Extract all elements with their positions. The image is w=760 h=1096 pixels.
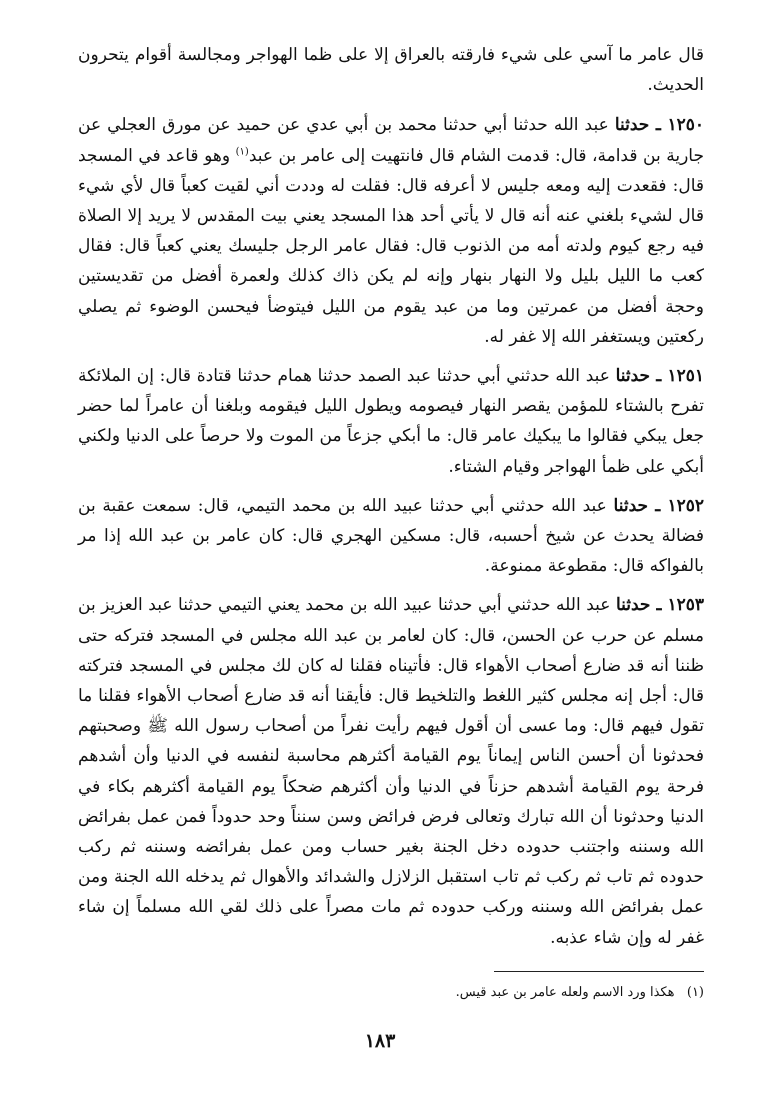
hadith-number: ١٢٥١ <box>667 366 704 387</box>
hadith-1253: ١٢٥٣ ـ حدثنا عبد الله حدثني أبي حدثنا عبيد الله بن محمد يعني التيمي حدثنا عبد العزيز بن مسلم عن حرب عن الحسن، قال: كان لعامر بن عبد الله مجلس في المسجد فتركه حتى ظننا أنه قد ضارع أصحاب الأهواء قال: فأتيناه فقلنا له كان لك مجلس في المسجد فتركته قال: أجل إنه مجلس كثير اللغط والتلخيط قال: فأيقنا أنه قد ضارع أصحاب الأهواء فقلنا ما تقول فيهم قال: وما عسى أن أقول فيهم رأيت نفراً من أصحاب رسول الله ﷺ وصحبتهم فحدثونا أن أحسن الناس إيماناً يوم القيامة أكثرهم محاسبة لنفسه في الدنيا وأن أشدهم فرحة يوم القيامة أشدهم حزناً في الدنيا وأن أكثرهم ضحكاً يوم القيامة أكثرهم بكاء في الدنيا وحدثونا أن الله تبارك وتعالى فرض فرائض وسن سنناً وحد حدوداً فمن عمل بفرائض الله وسننه واجتنب حدوده دخل الجنة بغير حساب ومن عمل بفرائضه وسننه ثم ركب حدوده ثم تاب ثم ركب ثم تاب استقبل الزلازل والشدائد والأهوال ثم يدخله الله الجنة ومن عمل بفرائض الله وسننه وركب حدوده ثم مات مصراً على ذلك لقي الله مسلماً إن شاء غفر له وإن شاء عذبه. <box>78 595 704 948</box>
hadith-head: حدثنا <box>613 495 649 516</box>
intro-paragraph <box>78 40 704 100</box>
hadith-1252: ١٢٥٢ ـ حدثنا عبد الله حدثني أبي حدثنا عبيد الله بن محمد التيمي، قال: سمعت عقبة بن فضالة يحدث عن شيخ أحسبه، قال: مسكين الهجري قال: كان عامر بن عبد الله إذا مر بالفواكه قال: مقطوعة ممنوعة. <box>78 495 704 577</box>
footnote-marker: (١) <box>686 985 704 1000</box>
hadith-head: حدثنا <box>615 366 651 387</box>
hadith-text: عبد الله حدثنا أبي حدثنا محمد بن أبي عدي عن حميد عن مورق العجلي عن جارية بن قدامة، قال: قدمت الشام قال فانتهيت إلى عامر بن عبد <box>78 115 704 166</box>
footnote <box>78 983 704 1003</box>
page-number: ١٨٣ <box>364 1030 396 1052</box>
page-body <box>78 40 704 962</box>
hadith-text: عبد الله حدثني أبي حدثنا عبيد الله بن محمد التيمي، قال: سمعت عقبة بن فضالة يحدث عن شيخ أحسبه، قال: مسكين الهجري قال: كان عامر بن عبد الله إذا مر بالفواكه قال: مقطوعة ممنوعة. <box>78 495 704 577</box>
hadith-1250: ١٢٥٠ ـ حدثنا عبد الله حدثنا أبي حدثنا محمد بن أبي عدي عن حميد عن مورق العجلي عن جارية بن قدامة، قال: قدمت الشام قال فانتهيت إلى عامر بن عبد$^{(١)}$ وهو قاعد في المسجد قال: فقعدت إليه ومعه جليس لا أعرفه قال: فقلت له وددت أني لقيت كعباً قال لأي شيء قال لشيء بلغني عنه أنه قال لا يأتي أحد هذا المسجد يعني بيت المقدس لا يريد إلا الصلاة فيه رجع كيوم ولدته أمه من الذنوب قال: فقال عامر الرجل جليسك يعني كعباً قال: فقال كعب ما الليل بليل ولا النهار بنهار وإنه لم يكن ذاك كذلك ولعمرة أفضل من تقديستين وحجة أفضل من عمرتين وما من عبد يقوم من الليل فيتوضأ فيحسن الوضوء ثم يصلي ركعتين ويستغفر الله إلا غفر له. <box>78 115 704 347</box>
hadith-text: عبد الله حدثني أبي حدثنا عبد الصمد حدثنا همام حدثنا قتادة قال: إن الملائكة تفرح بالشتاء للمؤمن يقصر النهار فيصومه ويطول الليل فيقومه وبلغنا أن عامراً لما حضر جعل يبكي فقالوا ما يبكيك عامر قال: ما أبكي جزعاً من الموت ولا حرصاً على الدنيا ولكني أبكي على ظمأ الهواجر وقيام الشتاء. <box>78 366 704 477</box>
hadith-number: ١٢٥٢ <box>667 495 704 516</box>
footnote-separator <box>494 971 704 972</box>
footnote-text: هكذا ورد الاسم ولعله عامر بن عبد قيس. <box>455 985 675 1000</box>
intro-text: قال عامر ما آسي على شيء فارقته بالعراق إلا على ظما الهواجر ومجالسة أقوام يتحرون الحديث. <box>78 45 704 96</box>
hadith-head: حدثنا <box>614 115 650 136</box>
hadith-text: عبد الله حدثني أبي حدثنا عبيد الله بن محمد يعني التيمي حدثنا عبد العزيز بن مسلم عن حرب عن الحسن، قال: كان لعامر بن عبد الله مجلس في المسجد فتركه حتى ظننا أنه قد ضارع أصحاب الأهواء قال: فأتيناه فقلنا له كان لك مجلس في المسجد فتركته قال: أجل إنه مجلس كثير اللغط والتلخيط قال: فأيقنا أنه قد ضارع أصحاب الأهواء فقلنا ما تقول فيهم قال: وما عسى أن أقول فيهم رأيت نفراً من أصحاب رسول الله ﷺ وصحبتهم فحدثونا أن أحسن الناس إيماناً يوم القيامة أكثرهم محاسبة لنفسه في الدنيا وأن أشدهم فرحة يوم القيامة أشدهم حزناً في الدنيا وأن أكثرهم ضحكاً يوم القيامة أكثرهم بكاء في الدنيا وحدثونا أن الله تبارك وتعالى فرض فرائض وسن سنناً وحد حدوداً فمن عمل بفرائض الله وسننه واجتنب حدوده دخل الجنة بغير حساب ومن عمل بفرائضه وسننه ثم ركب حدوده ثم تاب ثم ركب ثم تاب استقبل الزلازل والشدائد والأهوال ثم يدخله الله الجنة ومن عمل بفرائض الله وسننه وركب حدوده ثم مات مصراً على ذلك لقي الله مسلماً إن شاء غفر له وإن شاء عذبه. <box>78 595 704 948</box>
hadith-1251: ١٢٥١ ـ حدثنا عبد الله حدثني أبي حدثنا عبد الصمد حدثنا همام حدثنا قتادة قال: إن الملائكة تفرح بالشتاء للمؤمن يقصر النهار فيصومه ويطول الليل فيقومه وبلغنا أن عامراً لما حضر جعل يبكي فقالوا ما يبكيك عامر قال: ما أبكي جزعاً من الموت ولا حرصاً على الدنيا ولكني أبكي على ظمأ الهواجر وقيام الشتاء. <box>78 366 704 477</box>
hadith-text-continued: وهو قاعد في المسجد قال: فقعدت إليه ومعه جليس لا أعرفه قال: فقلت له وددت أني لقيت كعباً قال لأي شيء قال لشيء بلغني عنه أنه قال لا يأتي أحد هذا المسجد يعني بيت المقدس لا يريد إلا الصلاة فيه رجع كيوم ولدته أمه من الذنوب قال: فقال عامر الرجل جليسك يعني كعباً قال: فقال كعب ما الليل بليل ولا النهار بنهار وإنه لم يكن ذاك كذلك ولعمرة أفضل من تقديستين وحجة أفضل من عمرتين وما من عبد يقوم من الليل فيتوضأ فيحسن الوضوء ثم يصلي ركعتين ويستغفر الله إلا غفر له. <box>78 145 704 347</box>
hadith-number: ١٢٥٣ <box>667 595 704 616</box>
hadith-head: حدثنا <box>615 595 651 616</box>
hadith-number: ١٢٥٠ <box>667 115 704 136</box>
footnote-ref[interactable]: (١) <box>235 145 249 157</box>
